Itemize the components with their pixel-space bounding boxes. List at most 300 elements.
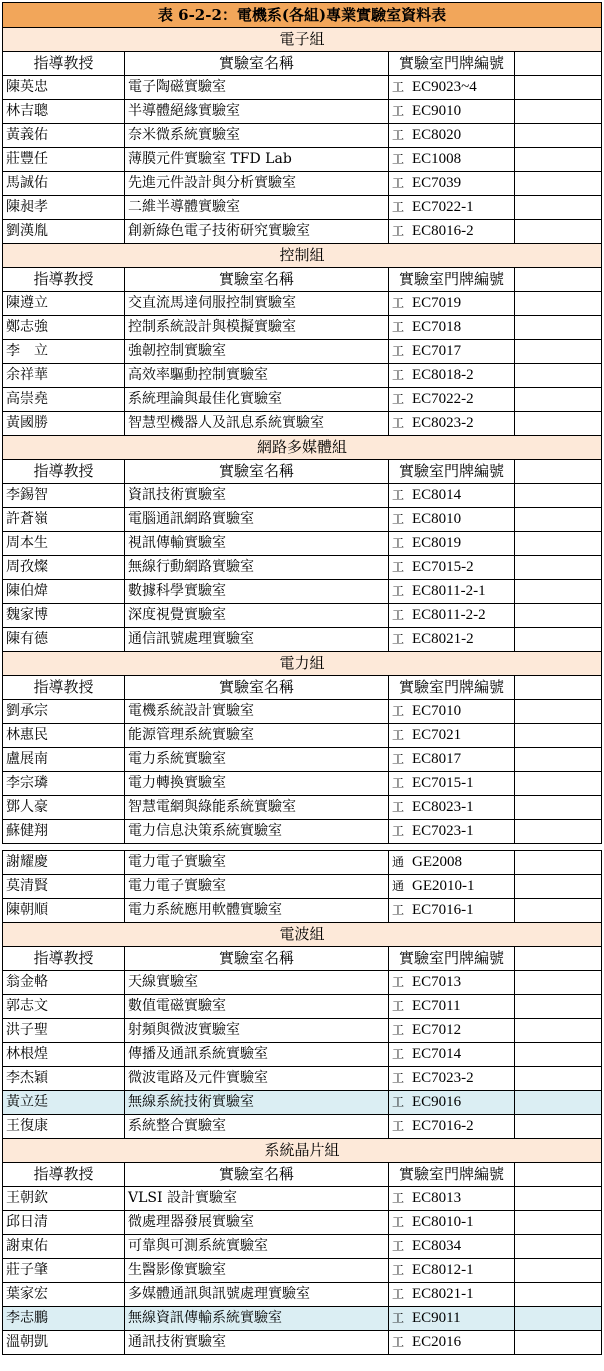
empty-cell — [515, 1187, 602, 1211]
empty-cell — [515, 76, 602, 100]
room-code: EC7022-1 — [412, 199, 474, 215]
room-number — [389, 1019, 515, 1043]
lab-name: 電力信息決策系統實驗室 — [125, 820, 389, 844]
lab-name: 先進元件設計與分析實驗室 — [125, 172, 389, 196]
building-prefix: 工 — [392, 560, 405, 574]
group-name: 電波組 — [3, 923, 602, 947]
lab-name: 交直流馬達伺服控制實驗室 — [125, 292, 389, 316]
building-prefix: 工 — [392, 752, 405, 766]
lab-name: 薄膜元件實驗室 TFD Lab — [125, 148, 389, 172]
header-room-number: 實驗室門牌編號 — [389, 52, 515, 76]
professor-name: 陳有德 — [3, 628, 125, 652]
empty-cell — [515, 724, 602, 748]
room-number — [389, 412, 515, 436]
table-row — [3, 388, 602, 412]
building-prefix: 工 — [392, 344, 405, 358]
table-row — [3, 1259, 602, 1283]
empty-cell — [515, 995, 602, 1019]
room-number — [389, 995, 515, 1019]
room-number — [389, 172, 515, 196]
room-code: EC7018 — [412, 319, 462, 335]
professor-name: 李錫智 — [3, 484, 125, 508]
professor-name: 謝耀慶 — [3, 851, 125, 875]
empty-cell — [515, 556, 602, 580]
room-number — [389, 220, 515, 244]
professor-name: 陳昶孝 — [3, 196, 125, 220]
lab-name: 電力轉換實驗室 — [125, 772, 389, 796]
empty-cell — [515, 412, 602, 436]
lab-name: 通信訊號處理實驗室 — [125, 628, 389, 652]
lab-name: 微波電路及元件實驗室 — [125, 1067, 389, 1091]
table-row — [3, 484, 602, 508]
room-number — [389, 628, 515, 652]
professor-name: 鄭志強 — [3, 316, 125, 340]
lab-name: 生醫影像實驗室 — [125, 1259, 389, 1283]
empty-cell — [515, 1283, 602, 1307]
building-prefix: 工 — [392, 1215, 405, 1229]
lab-name: 電腦通訊網路實驗室 — [125, 508, 389, 532]
lab-name: 數值電磁實驗室 — [125, 995, 389, 1019]
building-prefix: 工 — [392, 488, 405, 502]
lab-name: 智慧型機器人及訊息系統實驗室 — [125, 412, 389, 436]
room-number — [389, 1043, 515, 1067]
professor-name: 魏家博 — [3, 604, 125, 628]
table-row — [3, 364, 602, 388]
header-room-number: 實驗室門牌編號 — [389, 947, 515, 971]
table-row — [3, 875, 602, 899]
empty-cell — [515, 532, 602, 556]
empty-cell — [515, 172, 602, 196]
header-empty — [515, 1163, 602, 1187]
professor-name: 黃國勝 — [3, 412, 125, 436]
building-prefix: 工 — [392, 1119, 405, 1133]
table-row — [3, 1235, 602, 1259]
room-code: EC7017 — [412, 343, 462, 359]
lab-name: 創新綠色電子技術研究實驗室 — [125, 220, 389, 244]
professor-name: 王復康 — [3, 1115, 125, 1139]
table-row — [3, 172, 602, 196]
room-number — [389, 1307, 515, 1331]
room-code: EC7014 — [412, 1046, 462, 1062]
lab-table — [2, 2, 602, 1355]
lab-name: VLSI 設計實驗室 — [125, 1187, 389, 1211]
empty-cell — [515, 580, 602, 604]
room-number — [389, 971, 515, 995]
table-row — [3, 748, 602, 772]
room-code: EC8021-2 — [412, 631, 474, 647]
room-number — [389, 899, 515, 923]
room-number — [389, 1115, 515, 1139]
empty-cell — [515, 1019, 602, 1043]
header-room-number: 實驗室門牌編號 — [389, 1163, 515, 1187]
table-row — [3, 1187, 602, 1211]
room-number — [389, 196, 515, 220]
professor-name: 陳伯煒 — [3, 580, 125, 604]
table-row — [3, 220, 602, 244]
professor-name: 黃立廷 — [3, 1091, 125, 1115]
table-row — [3, 1307, 602, 1331]
professor-name: 周孜燦 — [3, 556, 125, 580]
table-row — [3, 76, 602, 100]
lab-name: 電力電子實驗室 — [125, 851, 389, 875]
professor-name: 葉家宏 — [3, 1283, 125, 1307]
empty-cell — [515, 292, 602, 316]
building-prefix: 工 — [392, 1311, 405, 1325]
professor-name: 鄧人豪 — [3, 796, 125, 820]
building-prefix: 工 — [392, 1095, 405, 1109]
building-prefix: 工 — [392, 632, 405, 646]
table-row — [3, 724, 602, 748]
row-spacer — [3, 844, 602, 851]
empty-cell — [515, 124, 602, 148]
professor-name: 高崇堯 — [3, 388, 125, 412]
building-prefix: 工 — [392, 1263, 405, 1277]
table-row — [3, 628, 602, 652]
header-lab-name: 實驗室名稱 — [125, 947, 389, 971]
room-code: EC7023-1 — [412, 823, 474, 839]
empty-cell — [515, 851, 602, 875]
header-professor: 指導教授 — [3, 460, 125, 484]
group-row — [3, 436, 602, 460]
room-number — [389, 700, 515, 724]
professor-name: 李 立 — [3, 340, 125, 364]
building-prefix: 工 — [392, 1047, 405, 1061]
room-number — [389, 508, 515, 532]
table-row — [3, 1043, 602, 1067]
group-name: 系統晶片組 — [3, 1139, 602, 1163]
room-code: EC7023-2 — [412, 1070, 474, 1086]
building-prefix: 工 — [392, 824, 405, 838]
empty-cell — [515, 100, 602, 124]
empty-cell — [515, 820, 602, 844]
building-prefix: 工 — [392, 704, 405, 718]
room-number — [389, 772, 515, 796]
room-code: EC8023-2 — [412, 415, 474, 431]
empty-cell — [515, 1091, 602, 1115]
lab-name: 系統理論與最佳化實驗室 — [125, 388, 389, 412]
lab-name: 無線行動網路實驗室 — [125, 556, 389, 580]
table-row — [3, 292, 602, 316]
building-prefix: 工 — [392, 1287, 405, 1301]
header-empty — [515, 947, 602, 971]
empty-cell — [515, 316, 602, 340]
header-lab-name: 實驗室名稱 — [125, 1163, 389, 1187]
table-row — [3, 508, 602, 532]
room-code: EC9023~4 — [412, 79, 477, 95]
empty-cell — [515, 971, 602, 995]
table-row — [3, 851, 602, 875]
lab-name: 電力電子實驗室 — [125, 875, 389, 899]
professor-name: 邱日清 — [3, 1211, 125, 1235]
room-number — [389, 1331, 515, 1355]
room-code: EC7016-2 — [412, 1118, 474, 1134]
professor-name: 陳英忠 — [3, 76, 125, 100]
professor-name: 洪子聖 — [3, 1019, 125, 1043]
room-code: EC8021-1 — [412, 1286, 474, 1302]
room-number — [389, 484, 515, 508]
room-code: EC8011-2-2 — [412, 607, 486, 623]
room-number — [389, 851, 515, 875]
room-code: EC8019 — [412, 535, 462, 551]
room-code: EC8034 — [412, 1238, 462, 1254]
table-row — [3, 124, 602, 148]
room-code: EC7039 — [412, 175, 462, 191]
lab-name: 電子陶磁實驗室 — [125, 76, 389, 100]
table-row — [3, 700, 602, 724]
professor-name: 劉漢胤 — [3, 220, 125, 244]
room-code: EC7011 — [412, 998, 461, 1014]
room-number — [389, 100, 515, 124]
table-row — [3, 1019, 602, 1043]
empty-cell — [515, 1331, 602, 1355]
lab-table-sheet — [2, 2, 601, 1355]
lab-name: 無線資訊傳輸系統實驗室 — [125, 1307, 389, 1331]
room-number — [389, 364, 515, 388]
room-code: EC8016-2 — [412, 223, 474, 239]
professor-name: 李杰穎 — [3, 1067, 125, 1091]
professor-name: 莊子肇 — [3, 1259, 125, 1283]
professor-name: 莊豐任 — [3, 148, 125, 172]
room-number — [389, 556, 515, 580]
lab-name: 系統整合實驗室 — [125, 1115, 389, 1139]
empty-cell — [515, 700, 602, 724]
empty-cell — [515, 796, 602, 820]
table-row — [3, 316, 602, 340]
professor-name: 李志鵬 — [3, 1307, 125, 1331]
professor-name: 馬誠佑 — [3, 172, 125, 196]
room-number — [389, 76, 515, 100]
lab-name: 半導體絕緣實驗室 — [125, 100, 389, 124]
group-name: 電力組 — [3, 652, 602, 676]
professor-name: 郭志文 — [3, 995, 125, 1019]
room-code: EC7016-1 — [412, 902, 474, 918]
professor-name: 余祥華 — [3, 364, 125, 388]
room-code: EC7019 — [412, 295, 462, 311]
room-code: EC7022-2 — [412, 391, 474, 407]
room-number — [389, 1259, 515, 1283]
professor-name: 溫朝凱 — [3, 1331, 125, 1355]
header-lab-name: 實驗室名稱 — [125, 460, 389, 484]
empty-cell — [515, 196, 602, 220]
professor-name: 王朝欽 — [3, 1187, 125, 1211]
building-prefix: 通 — [392, 855, 405, 869]
table-row — [3, 820, 602, 844]
professor-name: 黃義佑 — [3, 124, 125, 148]
table-row — [3, 1283, 602, 1307]
room-code: EC8010 — [412, 511, 462, 527]
room-number — [389, 724, 515, 748]
professor-name: 許蒼嶺 — [3, 508, 125, 532]
room-code: EC9010 — [412, 103, 462, 119]
group-row — [3, 923, 602, 947]
building-prefix: 工 — [392, 536, 405, 550]
header-professor: 指導教授 — [3, 52, 125, 76]
header-empty — [515, 268, 602, 292]
professor-name: 謝東佑 — [3, 1235, 125, 1259]
room-number — [389, 820, 515, 844]
building-prefix: 工 — [392, 1335, 405, 1349]
lab-name: 智慧電網與綠能系統實驗室 — [125, 796, 389, 820]
group-row — [3, 1139, 602, 1163]
room-code: EC1008 — [412, 151, 462, 167]
header-room-number: 實驗室門牌編號 — [389, 268, 515, 292]
professor-name: 李宗璘 — [3, 772, 125, 796]
room-number — [389, 292, 515, 316]
professor-name: 陳遵立 — [3, 292, 125, 316]
lab-name: 無線系統技術實驗室 — [125, 1091, 389, 1115]
building-prefix: 工 — [392, 1023, 405, 1037]
table-row — [3, 1091, 602, 1115]
building-prefix: 工 — [392, 224, 405, 238]
building-prefix: 工 — [392, 392, 405, 406]
room-number — [389, 316, 515, 340]
building-prefix: 工 — [392, 608, 405, 622]
lab-name: 強韌控制實驗室 — [125, 340, 389, 364]
room-code: EC9011 — [412, 1310, 461, 1326]
room-code: EC8013 — [412, 1190, 462, 1206]
room-number — [389, 1091, 515, 1115]
column-header-row — [3, 1163, 602, 1187]
room-number — [389, 340, 515, 364]
room-number — [389, 1283, 515, 1307]
lab-name: 傳播及通訊系統實驗室 — [125, 1043, 389, 1067]
building-prefix: 工 — [392, 975, 405, 989]
empty-cell — [515, 899, 602, 923]
group-name: 控制組 — [3, 244, 602, 268]
empty-cell — [515, 1259, 602, 1283]
building-prefix: 工 — [392, 152, 405, 166]
table-row — [3, 971, 602, 995]
building-prefix: 工 — [392, 776, 405, 790]
empty-cell — [515, 484, 602, 508]
table-row — [3, 148, 602, 172]
table-row — [3, 604, 602, 628]
header-empty — [515, 676, 602, 700]
table-row — [3, 580, 602, 604]
column-header-row — [3, 268, 602, 292]
room-number — [389, 796, 515, 820]
header-lab-name: 實驗室名稱 — [125, 676, 389, 700]
header-professor: 指導教授 — [3, 268, 125, 292]
room-code: EC8017 — [412, 751, 462, 767]
building-prefix: 工 — [392, 1239, 405, 1253]
table-row — [3, 796, 602, 820]
empty-cell — [515, 875, 602, 899]
lab-name: 資訊技術實驗室 — [125, 484, 389, 508]
lab-name: 能源管理系統實驗室 — [125, 724, 389, 748]
empty-cell — [515, 772, 602, 796]
table-title: 表 6-2-2：電機系(各組)專業實驗室資料表 — [3, 3, 602, 28]
room-code: EC7015-2 — [412, 559, 474, 575]
lab-name: 數據科學實驗室 — [125, 580, 389, 604]
building-prefix: 工 — [392, 128, 405, 142]
table-row — [3, 556, 602, 580]
table-row — [3, 196, 602, 220]
table-row — [3, 995, 602, 1019]
lab-name: 可靠與可測系統實驗室 — [125, 1235, 389, 1259]
room-number — [389, 388, 515, 412]
room-code: EC7021 — [412, 727, 462, 743]
table-row — [3, 1211, 602, 1235]
room-code: GE2008 — [412, 854, 462, 870]
professor-name: 林惠民 — [3, 724, 125, 748]
room-number — [389, 580, 515, 604]
professor-name: 林吉聰 — [3, 100, 125, 124]
room-code: EC7010 — [412, 703, 462, 719]
header-lab-name: 實驗室名稱 — [125, 52, 389, 76]
table-row — [3, 532, 602, 556]
lab-name: 電力系統應用軟體實驗室 — [125, 899, 389, 923]
building-prefix: 通 — [392, 879, 405, 893]
room-number — [389, 148, 515, 172]
lab-name: 高效率驅動控制實驗室 — [125, 364, 389, 388]
building-prefix: 工 — [392, 800, 405, 814]
header-room-number: 實驗室門牌編號 — [389, 676, 515, 700]
empty-cell — [515, 1235, 602, 1259]
empty-cell — [515, 1307, 602, 1331]
building-prefix: 工 — [392, 728, 405, 742]
lab-name: 射頻與微波實驗室 — [125, 1019, 389, 1043]
table-row — [3, 1331, 602, 1355]
room-code: EC8020 — [412, 127, 462, 143]
room-number — [389, 1067, 515, 1091]
professor-name: 盧展南 — [3, 748, 125, 772]
room-code: EC7015-1 — [412, 775, 474, 791]
room-number — [389, 604, 515, 628]
lab-name: 微處理器發展實驗室 — [125, 1211, 389, 1235]
empty-cell — [515, 388, 602, 412]
room-code: EC8018-2 — [412, 367, 474, 383]
column-header-row — [3, 676, 602, 700]
lab-name: 二維半導體實驗室 — [125, 196, 389, 220]
building-prefix: 工 — [392, 1191, 405, 1205]
building-prefix: 工 — [392, 296, 405, 310]
table-row — [3, 899, 602, 923]
room-number — [389, 1187, 515, 1211]
professor-name: 陳朝順 — [3, 899, 125, 923]
group-name: 電子組 — [3, 28, 602, 52]
empty-cell — [515, 604, 602, 628]
room-number — [389, 532, 515, 556]
building-prefix: 工 — [392, 999, 405, 1013]
header-empty — [515, 52, 602, 76]
table-title-row — [3, 3, 602, 28]
professor-name: 蘇健翔 — [3, 820, 125, 844]
table-row — [3, 100, 602, 124]
building-prefix: 工 — [392, 512, 405, 526]
building-prefix: 工 — [392, 416, 405, 430]
table-row — [3, 1067, 602, 1091]
table-row — [3, 1115, 602, 1139]
table-row — [3, 772, 602, 796]
empty-cell — [515, 1115, 602, 1139]
empty-cell — [515, 220, 602, 244]
room-number — [389, 748, 515, 772]
building-prefix: 工 — [392, 176, 405, 190]
header-empty — [515, 460, 602, 484]
group-name: 網路多媒體組 — [3, 436, 602, 460]
room-code: EC8014 — [412, 487, 462, 503]
lab-name: 多媒體通訊與訊號處理實驗室 — [125, 1283, 389, 1307]
header-lab-name: 實驗室名稱 — [125, 268, 389, 292]
building-prefix: 工 — [392, 200, 405, 214]
empty-cell — [515, 508, 602, 532]
professor-name: 莫清賢 — [3, 875, 125, 899]
header-professor: 指導教授 — [3, 676, 125, 700]
lab-name: 天線實驗室 — [125, 971, 389, 995]
room-code: EC7012 — [412, 1022, 462, 1038]
room-number — [389, 124, 515, 148]
